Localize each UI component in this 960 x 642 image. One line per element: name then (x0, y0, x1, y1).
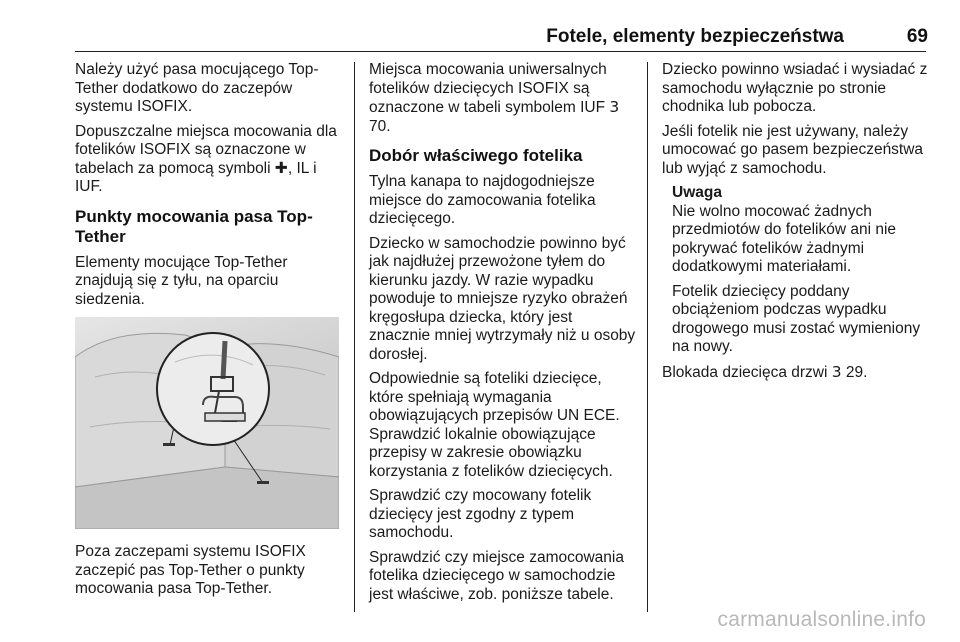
note-paragraph: Fotelik dziecięcy poddany obciążeniom podczas wypadku drogowego musi zostać wymieniony na nowy. (672, 282, 921, 355)
column-divider-2 (647, 62, 648, 612)
paragraph: Dziecko w samochodzie powinno być jak najdłużej przewożone tyłem do kierunku jazdy. W razie wypadku powoduje to mniejsze ryzyko obrażeń kręgosłupa dziecka, który jest znacznie mniej wytrzymały niż u osoby dorosłej. (369, 234, 636, 363)
column-3 (662, 61, 930, 388)
paragraph: Poza zaczepami systemu ISOFIX zaczepić pas Top-Tether o punkty mocowania pasa Top-Tether. (75, 543, 306, 597)
note-title: Uwaga (672, 184, 722, 201)
paragraph-text: Blokada dziecięca drzwi (662, 363, 832, 381)
paragraph: Należy użyć pasa mocującego Top-Tether dodatkowo do zaczepów systemu ISOFIX. (75, 61, 319, 115)
page-reference: 29. (841, 363, 868, 381)
paragraph: Dziecko powinno wsiadać i wysiadać z samochodu wyłącznie po stronie chodnika lub pobocza. (662, 61, 928, 115)
paragraph (662, 363, 930, 383)
paragraph-text: Miejsca mocowania uniwersalnych fotelików dziecięcych ISOFIX są oznaczone w tabeli symbolem IUF (369, 61, 610, 116)
paragraph: Elementy mocujące Top-Tether znajdują się z tyłu, na oparciu siedzenia. (75, 253, 288, 308)
column-divider-1 (354, 62, 355, 612)
paragraph: Sprawdzić czy mocowany fotelik dziecięcy jest zgodny z typem samochodu. (369, 487, 592, 541)
paragraph (75, 123, 345, 197)
paragraph: Tylna kanapa to najdogodniejsze miejsce do zamocowania fotelika dziecięcego. (369, 173, 596, 227)
page-number: 69 (906, 26, 928, 47)
page-ref-arrow-icon: 3 (609, 98, 620, 116)
top-tether-illustration (75, 317, 339, 529)
paragraph: Jeśli fotelik nie jest używany, należy umocować go pasem bezpieczeństwa lub wyjąć z samochodu. (662, 122, 924, 177)
section-heading: Dobór właściwego fotelika (369, 146, 583, 165)
paragraph-text: , IL i IUF. (75, 159, 317, 195)
page-ref-arrow-icon: 3 (831, 362, 842, 381)
header-rule (75, 51, 926, 52)
paragraph (369, 61, 637, 136)
column-2 (369, 61, 637, 610)
page-reference: 70. (369, 117, 391, 135)
section-heading: Punkty mocowania pasa Top-Tether (75, 206, 313, 246)
column-1 (75, 61, 345, 605)
seat-illustration-svg (75, 317, 339, 529)
paragraph-text: Dopuszczalne miejsca mocowania dla fotelików ISOFIX są oznaczone w tabelach za pomocą symboli (75, 122, 337, 177)
paragraph: Odpowiednie są foteliki dziecięce, które spełniają wymagania obowiązujących przepisów UN ECE. Sprawdzić lokalnie obowiązujące przepisy w zakresie obowiązku korzystania z fotelików dziecięcych. (369, 370, 620, 480)
note-box (672, 184, 930, 357)
page-header-title: Fotele, elementy bezpieczeństwa (546, 26, 844, 47)
note-paragraph: Nie wolno mocować żadnych przedmiotów do fotelików ani nie pokrywać fotelików żadnymi dodatkowymi materiałami. (672, 202, 897, 275)
paragraph: Sprawdzić czy miejsce zamocowania fotelika dziecięcego w samochodzie jest właściwe, zob. poniższe tabele. (369, 548, 624, 603)
isofix-cross-icon: ✚ (274, 159, 288, 177)
watermark: carmanualsonline.info (717, 608, 926, 631)
